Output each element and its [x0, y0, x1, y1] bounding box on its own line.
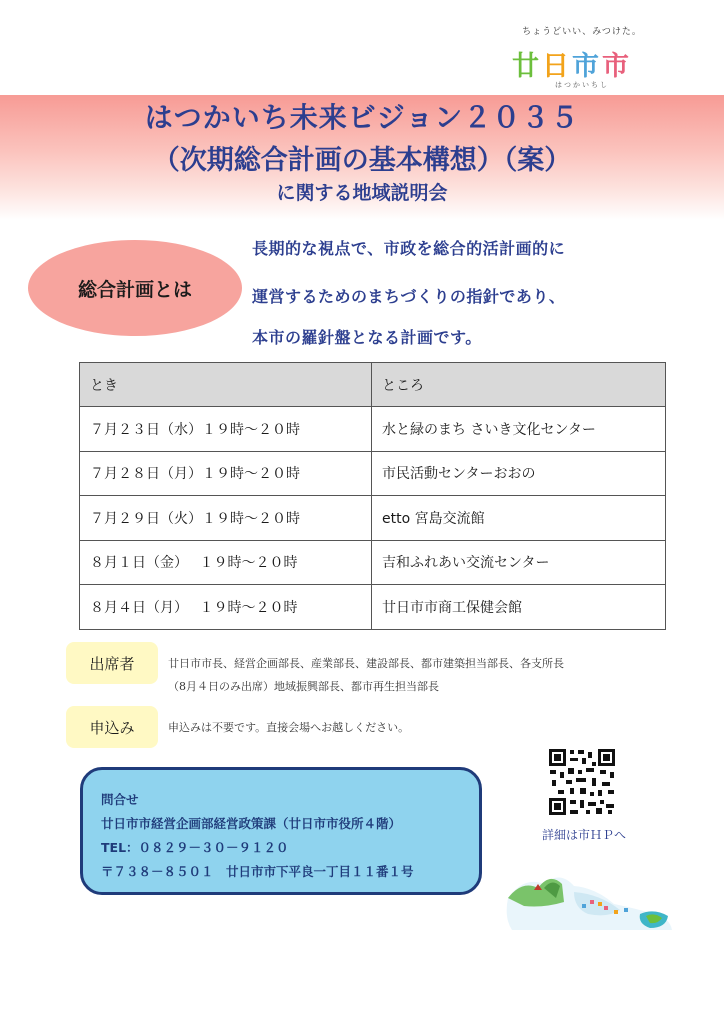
qr-caption: 詳細は市ＨＰへ: [542, 828, 627, 842]
row-date: ７月２８日（月）１９時～２０時: [80, 451, 372, 496]
header-when: とき: [80, 363, 372, 407]
definition-badge: [28, 240, 242, 336]
logo-char-2: 日: [542, 51, 572, 82]
attendees-line-1: 廿日市市長、経営企画部長、産業部長、建設部長、都市建築担当部長、各支所長: [168, 657, 564, 670]
table-row: [80, 540, 666, 585]
row-date: ８月１日（金） １９時～２０時: [80, 540, 372, 585]
row-date: ８月４日（月） １９時～２０時: [80, 585, 372, 630]
attendees-label: 出席者: [66, 642, 158, 684]
row-venue: 市民活動センターおおの: [372, 451, 666, 496]
logo-reading: はつかいちし: [555, 81, 609, 89]
logo-char-3: 市: [572, 51, 602, 82]
row-venue: etto 宮島交流館: [372, 496, 666, 541]
attendees-line-2: （8月４日のみ出席）地域振興部長、都市再生担当部長: [168, 680, 439, 693]
logo-mark: [512, 44, 632, 83]
page-title-line2: （次期総合計画の基本構想）（案）: [152, 145, 572, 176]
contact-box: [80, 767, 482, 895]
schedule-table: [79, 362, 666, 630]
definition-line-1: 長期的な視点で、市政を総合的活計画的に: [252, 239, 566, 258]
contact-department: 廿日市市経営企画部経営政策課（廿日市市役所４階）: [101, 816, 402, 831]
logo-tagline: ちょうどいい、みつけた。: [522, 27, 642, 37]
row-date: ７月２９日（火）１９時～２０時: [80, 496, 372, 541]
row-date: ７月２３日（水）１９時～２０時: [80, 407, 372, 452]
row-venue: 廿日市市商工保健会館: [372, 585, 666, 630]
logo-char-4: 市: [602, 51, 632, 82]
contact-phone[interactable]: TEL：０８２９－３０－９１２０: [101, 840, 289, 855]
city-logo: [492, 6, 672, 92]
city-map-illustration: [504, 858, 676, 938]
contact-address: 〒７３８－８５０１ 廿日市市下平良一丁目１１番１号: [101, 864, 414, 879]
page-title: はつかいち未来ビジョン２０３５: [144, 101, 580, 134]
row-venue: 吉和ふれあい交流センター: [372, 540, 666, 585]
logo-char-1: 廿: [512, 51, 542, 82]
definition-line-3: 本市の羅針盤となる計画です。: [252, 328, 482, 347]
table-row: [80, 451, 666, 496]
contact-heading: 問合せ: [101, 792, 139, 807]
application-label: 申込み: [66, 706, 158, 748]
application-text: 申込みは不要です。直接会場へお越しください。: [168, 721, 410, 734]
table-row: [80, 496, 666, 541]
table-row: [80, 407, 666, 452]
table-header-row: [80, 363, 666, 407]
page-subtitle: に関する地域説明会: [276, 182, 448, 204]
definition-line-2: 運営するためのまちづくりの指針であり、: [252, 287, 566, 306]
table-row: [80, 585, 666, 630]
definition-label: 総合計画とは: [77, 278, 192, 301]
row-venue: 水と緑のまち さいき文化センター: [372, 407, 666, 452]
header-where: ところ: [372, 363, 666, 407]
qr-code-icon[interactable]: [548, 748, 616, 816]
